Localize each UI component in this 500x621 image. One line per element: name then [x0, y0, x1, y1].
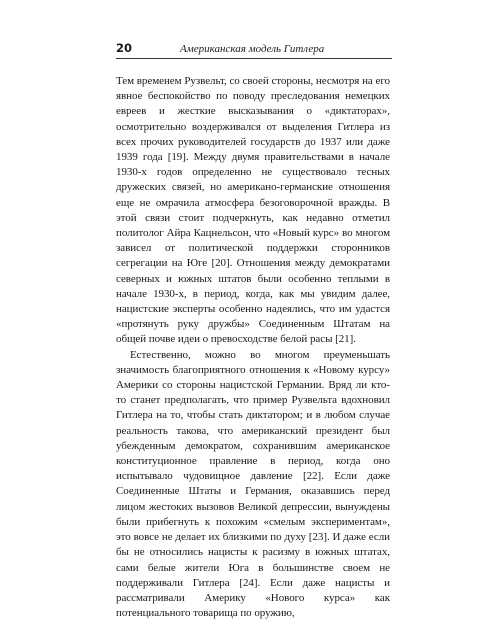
body-text	[116, 74, 390, 621]
page-number: 20	[116, 41, 133, 55]
paragraph: Естественно, можно во многом преуменьшать значимость благоприятного отношения к «Новому курсу» Америки со стороны нацистской Германии. Вряд ли кто-то станет предполагать, что пример Рузвельта вдохновил Гитлера на то, чтобы стать диктатором; и в любом случае реальность такова, что американский президент был убежденным демократом, сохранившим американское конституционное правление в период, когда оно испытывало чудовищное давление [22]. Если даже Соединенные Штаты и Германия, оказавшись перед лицом жестоких вызовов Великой депрессии, вынуждены были прибегнуть к похожим «смелым экспериментам», это вовсе не делает их близкими по духу [23]. И даже если бы не относились нацисты к расизму в южных штатах, сами белые жители Юга в большинстве своем не поддерживали Гитлера [24]. Если даже нацисты и рассматривали Америку «Нового курса» как потенциального товарища по оружию,	[116, 348, 390, 620]
running-title: Американская модель Гитлера	[180, 43, 325, 55]
running-head	[116, 41, 392, 55]
header-divider	[116, 58, 392, 59]
paragraph: Тем временем Рузвельт, со своей стороны, несмотря на его явное беспокойство по поводу преследования немецких евреев и жесткие высказывания о «диктаторах», осмотрительно воздерживался от выделения Гитлера из всех прочих руководителей государств до 1937 или даже 1939 года [19]. Между двумя правительствами в начале 1930-х годов определенно не существовало тесных дружеских связей, но американо-германские отношения еще не омрачила атмосфера безоговорочной вражды. В этой связи стоит подчеркнуть, как недавно отметил политолог Айра Кацнельсон, что «Новый курс» во многом зависел от политической поддержки сторонников сегрегации на Юге [20]. Отношения между демократами северных и южных штатов были особенно теплыми в начале 1930-х, в период, когда, как мы увидим далее, нацистские эксперты особенно надеялись, что им удастся «протянуть руку дружбы» Соединенным Штатам на общей почве идеи о превосходстве белой расы [21].	[116, 75, 390, 346]
